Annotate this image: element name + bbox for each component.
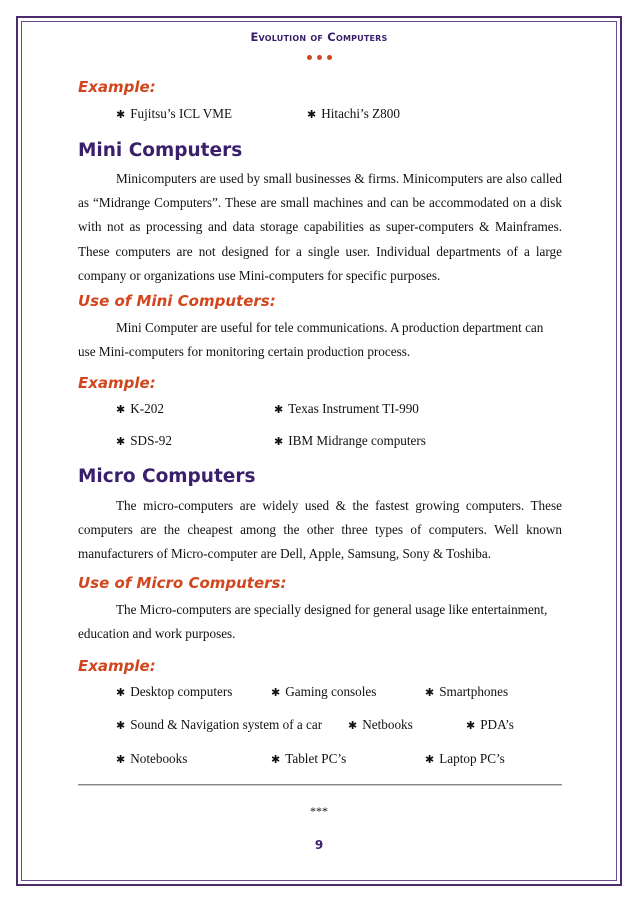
asterisk-bullet-icon: ✱ bbox=[348, 719, 358, 732]
asterisk-bullet-icon: ✱ bbox=[274, 435, 284, 448]
example3-item-9: ✱ Laptop PC’s bbox=[425, 751, 505, 766]
example1-item-2: ✱ Hitachi’s Z800 bbox=[307, 106, 400, 121]
asterisk-bullet-icon: ✱ bbox=[307, 108, 317, 121]
use-of-micro-paragraph: The Micro-computers are specially designed for general usage like entertainment, education and work purposes. bbox=[78, 602, 548, 642]
example3-item-7: ✱ Notebooks bbox=[116, 751, 188, 766]
asterisk-bullet-icon: ✱ bbox=[116, 403, 126, 416]
dot-icon bbox=[327, 55, 332, 60]
asterisk-bullet-icon: ✱ bbox=[271, 686, 281, 699]
micro-computers-paragraph: The micro-computers are widely used & the fastest growing computers. These computers are the cheapest among the other three types of computers. Well known manufacturers of Micro-computer are Dell, Apple, Samsung, Sony & Toshiba. bbox=[78, 498, 562, 562]
micro-computers-heading: Micro Computers bbox=[78, 466, 256, 487]
example2-item-2: ✱ Texas Instrument TI-990 bbox=[274, 401, 419, 416]
example3-item-6: ✱ PDA’s bbox=[466, 717, 514, 732]
example-heading-1: Example: bbox=[78, 78, 156, 96]
asterisk-bullet-icon: ✱ bbox=[116, 719, 126, 732]
example3-item-8: ✱ Tablet PC’s bbox=[271, 751, 347, 766]
example3-item-4: ✱ Sound & Navigation system of a car bbox=[116, 717, 323, 732]
dot-icon bbox=[317, 55, 322, 60]
use-of-micro-heading: Use of Micro Computers: bbox=[78, 574, 287, 592]
example3-item-2: ✱ Gaming consoles bbox=[271, 684, 377, 699]
footer-divider bbox=[78, 784, 562, 786]
example2-item-3: ✱ SDS-92 bbox=[116, 433, 172, 448]
use-of-mini-paragraph: Mini Computer are useful for tele communications. A production department can use Mini-computers for monitoring certain production process. bbox=[78, 320, 544, 360]
dot-icon bbox=[307, 55, 312, 60]
mini-computers-heading: Mini Computers bbox=[78, 140, 243, 161]
example2-item-4: ✱ IBM Midrange computers bbox=[274, 433, 426, 448]
mini-computers-paragraph: Minicomputers are used by small businesses & firms. Minicomputers are also called as “Midrange Computers”. These are small machines and can be accommodated on a disk with not as processing and data storage capabilities as super-computers & Mainframes. These computers are not designed for a single user. Individual departments of a large company or organizations use Mini-computers for specific purposes. bbox=[78, 171, 562, 283]
asterisk-bullet-icon: ✱ bbox=[466, 719, 476, 732]
use-of-mini-heading: Use of Mini Computers: bbox=[78, 292, 276, 310]
example3-item-1: ✱ Desktop computers bbox=[116, 684, 233, 699]
asterisk-bullet-icon: ✱ bbox=[116, 435, 126, 448]
example-heading-2: Example: bbox=[78, 374, 156, 392]
asterisk-bullet-icon: ✱ bbox=[425, 686, 435, 699]
running-header-title: Evolution of Computers bbox=[250, 30, 388, 44]
example1-item-1: ✱ Fujitsu’s ICL VME bbox=[116, 106, 233, 121]
example-heading-3: Example: bbox=[78, 657, 156, 675]
page-number: 9 bbox=[314, 838, 324, 852]
asterisk-bullet-icon: ✱ bbox=[274, 403, 284, 416]
example2-item-1: ✱ K-202 bbox=[116, 401, 164, 416]
asterisk-bullet-icon: ✱ bbox=[116, 753, 126, 766]
asterisk-bullet-icon: ✱ bbox=[116, 686, 126, 699]
example3-item-3: ✱ Smartphones bbox=[425, 684, 509, 699]
footer-separator: *** bbox=[310, 804, 328, 818]
asterisk-bullet-icon: ✱ bbox=[425, 753, 435, 766]
asterisk-bullet-icon: ✱ bbox=[116, 108, 126, 121]
example3-item-5: ✱ Netbooks bbox=[348, 717, 413, 732]
asterisk-bullet-icon: ✱ bbox=[271, 753, 281, 766]
header-dots-ornament bbox=[0, 47, 638, 65]
